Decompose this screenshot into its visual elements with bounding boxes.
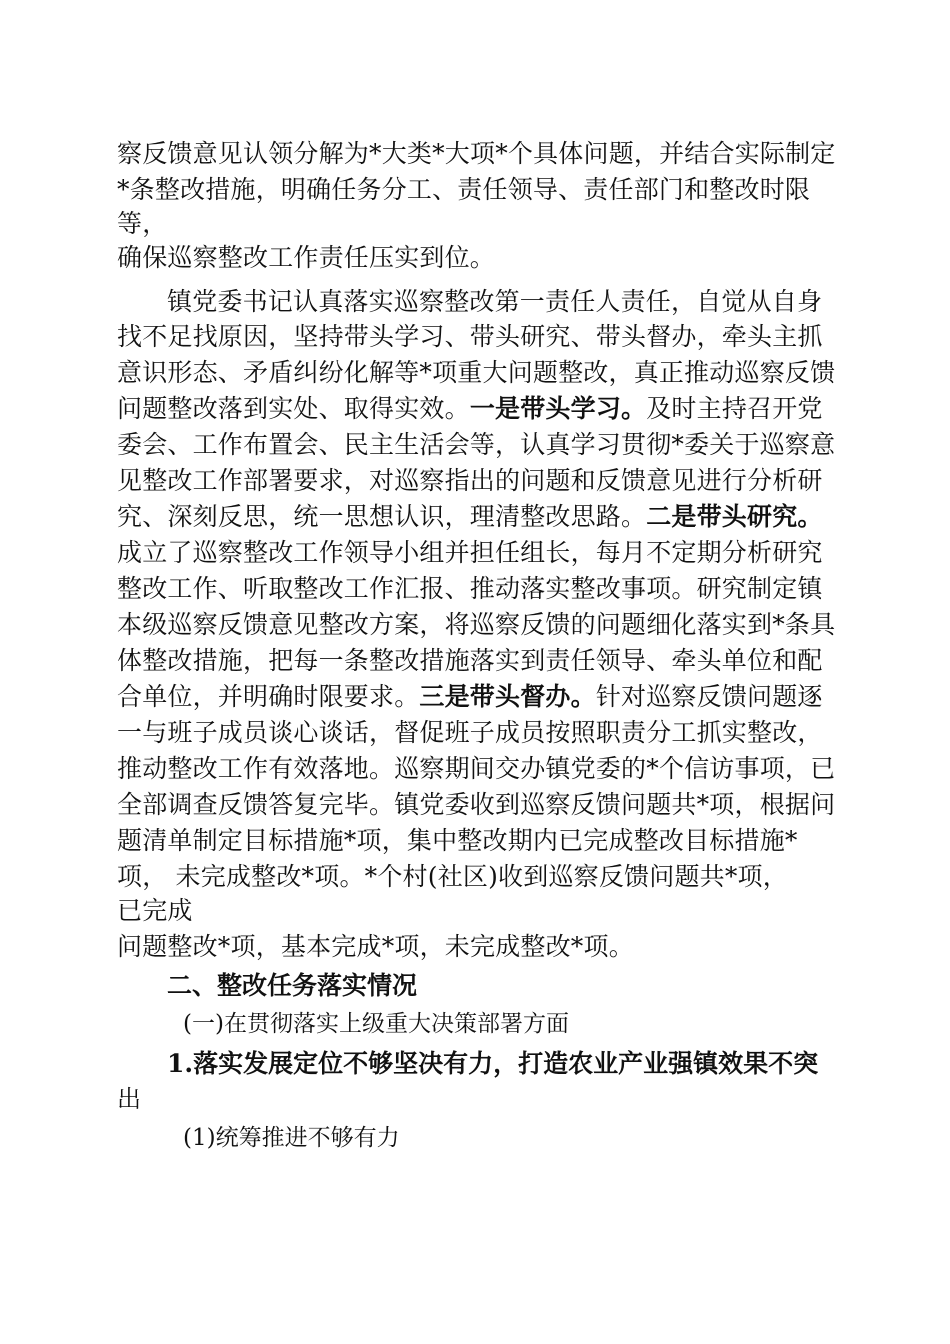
item-heading-continued: 出: [117, 1085, 142, 1113]
text-line: 一与班子成员谈心谈话，督促班子成员按照职责分工抓实整改，: [117, 718, 823, 747]
text-line: [117, 499, 823, 535]
text-line: 整改工作、听取整改工作汇报、推动落实整改事项。研究制定镇: [117, 574, 823, 603]
text-line: *条整改措施，明确任务分工、责任领导、责任部门和整改时限: [117, 175, 811, 204]
text-line: 等，: [117, 209, 168, 238]
text-line: 成立了巡察整改工作领导小组并担任组长，每月不定期分析研究: [117, 538, 823, 567]
text-span: 合单位，并明确时限要求。: [117, 682, 420, 711]
text-span: 问题整改落到实处、取得实效。: [117, 394, 470, 423]
text-line: 体整改措施，把每一条整改措施落实到责任领导、牵头单位和配: [117, 646, 823, 675]
text-line: 委会、工作布置会、民主生活会等，认真学习贯彻*委关于巡察意: [117, 430, 836, 459]
text-line: 镇党委书记认真落实巡察整改第一责任人责任，自觉从自身: [167, 287, 823, 316]
section-heading: 二、整改任务落实情况: [167, 971, 418, 1000]
text-line: 全部调查反馈答复完毕。镇党委收到巡察反馈问题共*项，根据问: [117, 790, 836, 819]
text-line: 确保巡察整改工作责任压实到位。: [117, 243, 496, 272]
sub-item-heading: (1)统筹推进不够有力: [183, 1125, 400, 1151]
text-span: 及时主持召开党: [646, 394, 823, 423]
text-line: 本级巡察反馈意见整改方案，将巡察反馈的问题细化落实到*条具: [117, 610, 836, 639]
bold-phrase: 三是带头督办。: [419, 682, 596, 711]
item-heading: 1.落实发展定位不够坚决有力，打造农业产业强镇效果不突: [167, 1049, 819, 1078]
text-line: 找不足找原因，坚持带头学习、带头研究、带头督办，牵头主抓: [117, 322, 823, 351]
text-line: 项， 未完成整改*项。*个村(社区)收到巡察反馈问题共*项，: [117, 862, 788, 891]
text-line: 意识形态、矛盾纠纷化解等*项重大问题整改，真正推动巡察反馈: [117, 358, 836, 387]
text-line: 问题整改*项，基本完成*项，未完成整改*项。: [117, 932, 634, 961]
bold-phrase: 二是带头研究。: [646, 502, 823, 531]
text-line: 察反馈意见认领分解为*大类*大项*个具体问题，并结合实际制定: [117, 139, 836, 168]
text-line: 推动整改工作有效落地。巡察期间交办镇党委的*个信访事项，已: [117, 754, 836, 783]
subsection-heading: (一)在贯彻落实上级重大决策部署方面: [183, 1011, 569, 1037]
text-line: [117, 679, 823, 715]
text-span: 究、深刻反思，统一思想认识，理清整改思路。: [117, 502, 647, 531]
text-line: 见整改工作部署要求，对巡察指出的问题和反馈意见进行分析研: [117, 466, 823, 495]
text-span: 针对巡察反馈问题逐: [595, 682, 823, 711]
text-line: 已完成: [117, 896, 193, 925]
bold-phrase: 一是带头学习。: [469, 394, 647, 423]
text-line: [117, 391, 823, 427]
text-line: 题清单制定目标措施*项，集中整改期内已完成整改目标措施*: [117, 826, 798, 855]
